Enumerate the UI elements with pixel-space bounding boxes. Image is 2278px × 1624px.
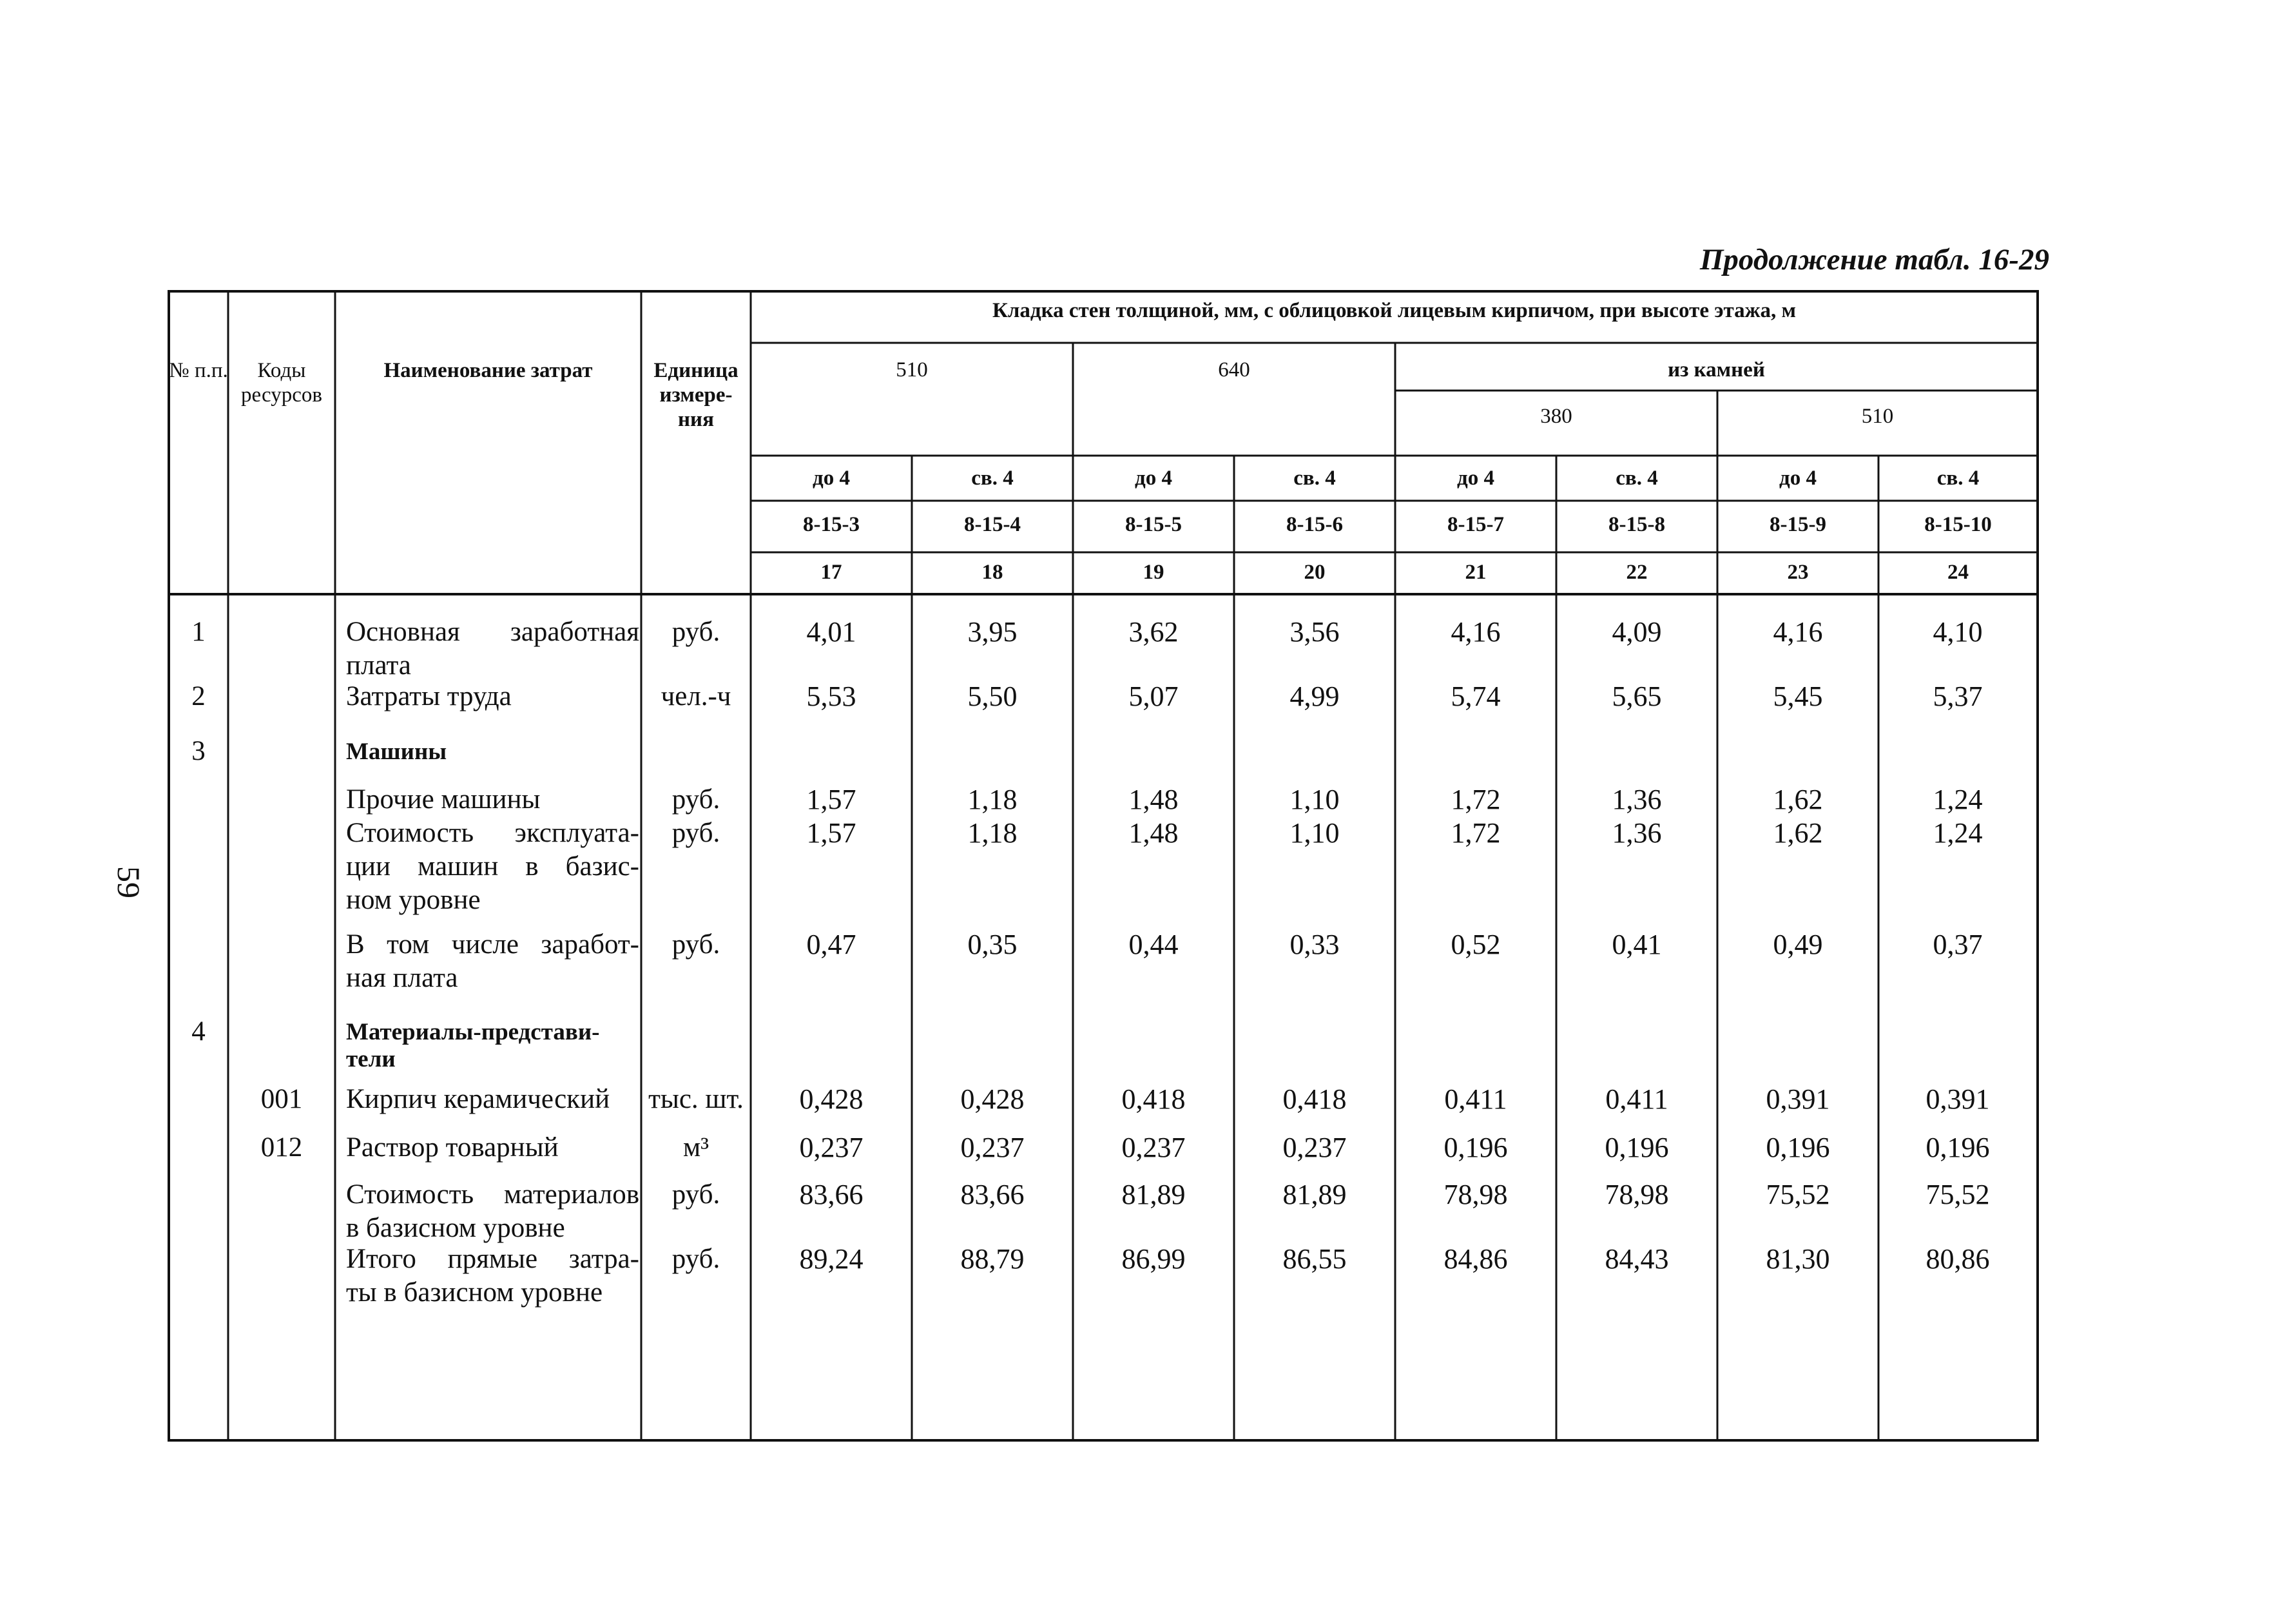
value-cell: 1,62: [1773, 784, 1823, 815]
cost-name-line: Основная заработная: [346, 617, 639, 647]
header-height: до 4: [1457, 467, 1494, 490]
value-cell: 1,72: [1451, 784, 1501, 815]
value-cell: 0,33: [1289, 929, 1340, 960]
value-cell: 4,09: [1612, 616, 1662, 648]
header-group-title: Кладка стен толщиной, мм, с облицовкой лицевым кирпичом, при высоте этажа, м: [992, 299, 1797, 322]
cost-name-line: ции машин в базис-: [346, 851, 639, 882]
value-cell: 5,53: [806, 681, 856, 712]
header-col-number: 18: [981, 561, 1003, 584]
cost-name-line: тели: [346, 1046, 396, 1072]
value-cell: 0,391: [1926, 1083, 1990, 1115]
cost-name-line: в базисном уровне: [346, 1213, 565, 1243]
header-col-number: 20: [1304, 561, 1326, 584]
cost-name: [346, 817, 639, 917]
header-code: 8-15-8: [1608, 513, 1665, 536]
value-cell: 75,52: [1766, 1179, 1830, 1210]
header-height: св. 4: [1293, 467, 1336, 490]
value-cell: 0,37: [1933, 929, 1983, 960]
header-thickness-640: 640: [1218, 358, 1250, 382]
value-cell: 0,411: [1444, 1083, 1507, 1115]
cost-name-line: Раствор товарный: [346, 1132, 559, 1163]
header-col-number: 22: [1626, 561, 1648, 584]
row-number: 1: [191, 617, 206, 647]
value-cell: 4,10: [1933, 616, 1983, 648]
value-cell: 1,72: [1451, 817, 1501, 849]
value-cell: 81,89: [1282, 1179, 1347, 1210]
unit: руб.: [671, 784, 720, 815]
value-cell: 4,01: [806, 616, 856, 648]
unit: руб.: [671, 1179, 720, 1210]
header-col-number: 23: [1787, 561, 1809, 584]
value-cell: 89,24: [799, 1243, 864, 1275]
cost-name-line: Стоимость материалов: [346, 1179, 639, 1210]
cost-name-line: ты в базисном уровне: [346, 1277, 603, 1308]
value-cell: 81,30: [1766, 1243, 1830, 1275]
header-col-number: 24: [1947, 561, 1969, 584]
unit: руб.: [671, 929, 720, 960]
value-cell: 1,48: [1128, 817, 1179, 849]
value-cell: 0,418: [1121, 1083, 1186, 1115]
header-code: 8-15-5: [1125, 513, 1182, 536]
value-cell: 1,18: [967, 784, 1018, 815]
row-number: 3: [191, 736, 206, 766]
cost-name: [346, 1083, 639, 1116]
header-height: до 4: [1779, 467, 1817, 490]
value-cell: 5,50: [967, 681, 1018, 712]
header-stone: из камней: [1668, 358, 1765, 382]
value-cell: 0,196: [1766, 1132, 1830, 1163]
unit: руб.: [671, 818, 720, 848]
value-cell: 88,79: [960, 1243, 1025, 1275]
value-cell: 0,41: [1612, 929, 1662, 960]
cost-name: [346, 1178, 639, 1245]
cost-name-line: плата: [346, 650, 411, 681]
value-cell: 1,57: [806, 817, 856, 849]
value-cell: 3,56: [1289, 616, 1340, 648]
header-code: 8-15-9: [1770, 513, 1826, 536]
header-code: 8-15-3: [803, 513, 860, 536]
value-cell: 0,237: [960, 1132, 1025, 1163]
value-cell: 1,18: [967, 817, 1018, 849]
value-cell: 5,07: [1128, 681, 1179, 712]
value-cell: 5,37: [1933, 681, 1983, 712]
value-cell: 1,10: [1289, 784, 1340, 815]
page-number: 59: [111, 866, 147, 898]
header-height: св. 4: [971, 467, 1014, 490]
table-caption: Продолжение табл. 16-29: [1699, 243, 2049, 276]
value-cell: 1,62: [1773, 817, 1823, 849]
cost-name: [346, 680, 639, 713]
cost-name-line: Затраты труда: [346, 681, 512, 711]
value-cell: 1,36: [1612, 784, 1662, 815]
header-col-number: 21: [1465, 561, 1487, 584]
row-number: 4: [191, 1016, 206, 1047]
header-thickness-510: 510: [896, 358, 928, 382]
value-cell: 1,10: [1289, 817, 1340, 849]
cost-name-line: ная плата: [346, 963, 458, 993]
value-cell: 1,24: [1933, 817, 1983, 849]
value-cell: 84,86: [1443, 1243, 1508, 1275]
value-cell: 1,48: [1128, 784, 1179, 815]
header-code: 8-15-10: [1924, 513, 1992, 536]
cost-name: [346, 1242, 639, 1310]
cost-name-line: Прочие машины: [346, 784, 541, 815]
cost-name-line: Машины: [346, 739, 447, 765]
header-col-name: Наименование затрат: [383, 359, 593, 382]
value-cell: 78,98: [1443, 1179, 1508, 1210]
value-cell: 5,74: [1451, 681, 1501, 712]
unit: руб.: [671, 617, 720, 647]
value-cell: 3,95: [967, 616, 1018, 648]
value-cell: 0,196: [1605, 1132, 1669, 1163]
value-cell: 86,99: [1121, 1243, 1186, 1275]
value-cell: 3,62: [1128, 616, 1179, 648]
header-col-no: № п.п.: [169, 359, 228, 382]
header-col-codes: Коды ресурсов: [241, 359, 322, 407]
value-cell: 0,196: [1443, 1132, 1508, 1163]
row-number: 2: [191, 681, 206, 711]
resource-code: 012: [260, 1132, 303, 1163]
value-cell: 78,98: [1605, 1179, 1669, 1210]
unit: руб.: [671, 1244, 720, 1274]
unit: тыс. шт.: [648, 1084, 744, 1114]
value-cell: 0,44: [1128, 929, 1179, 960]
value-cell: 0,418: [1282, 1083, 1347, 1115]
value-cell: 1,24: [1933, 784, 1983, 815]
header-col-unit: Единица измере- ния: [653, 359, 738, 431]
value-cell: 1,57: [806, 784, 856, 815]
header-code: 8-15-7: [1447, 513, 1504, 536]
value-cell: 84,43: [1605, 1243, 1669, 1275]
cost-name-line: Кирпич керамический: [346, 1084, 610, 1114]
header-col-number: 17: [820, 561, 842, 584]
resource-code: 001: [260, 1084, 303, 1114]
cost-name: [346, 783, 639, 817]
value-cell: 0,52: [1451, 929, 1501, 960]
value-cell: 0,237: [1282, 1132, 1347, 1163]
unit: чел.-ч: [661, 681, 731, 711]
header-height: св. 4: [1616, 467, 1658, 490]
value-cell: 83,66: [799, 1179, 864, 1210]
cost-name: [346, 1019, 639, 1073]
value-cell: 0,237: [799, 1132, 864, 1163]
value-cell: 4,16: [1773, 616, 1823, 648]
value-cell: 80,86: [1926, 1243, 1990, 1275]
value-cell: 0,47: [806, 929, 856, 960]
value-cell: 86,55: [1282, 1243, 1347, 1275]
value-cell: 0,196: [1926, 1132, 1990, 1163]
header-height: до 4: [1135, 467, 1172, 490]
value-cell: 0,35: [967, 929, 1018, 960]
value-cell: 5,45: [1773, 681, 1823, 712]
cost-name-line: Стоимость эксплуата-: [346, 818, 639, 848]
value-cell: 4,99: [1289, 681, 1340, 712]
cost-name-line: ном уровне: [346, 885, 481, 915]
unit: м³: [682, 1132, 709, 1163]
cost-name: [346, 615, 639, 682]
value-cell: 0,428: [799, 1083, 864, 1115]
value-cell: 4,16: [1451, 616, 1501, 648]
cost-name: [346, 1131, 639, 1165]
header-col-number: 19: [1143, 561, 1164, 584]
cost-name: [346, 739, 639, 766]
header-code: 8-15-6: [1286, 513, 1343, 536]
value-cell: 0,428: [960, 1083, 1025, 1115]
value-cell: 0,237: [1121, 1132, 1186, 1163]
value-cell: 0,411: [1605, 1083, 1668, 1115]
value-cell: 83,66: [960, 1179, 1025, 1210]
cost-name-line: Итого прямые затра-: [346, 1244, 639, 1274]
value-cell: 81,89: [1121, 1179, 1186, 1210]
value-cell: 75,52: [1926, 1179, 1990, 1210]
header-stone-380: 380: [1540, 405, 1572, 428]
value-cell: 0,49: [1773, 929, 1823, 960]
header-code: 8-15-4: [964, 513, 1021, 536]
value-cell: 5,65: [1612, 681, 1662, 712]
value-cell: 1,36: [1612, 817, 1662, 849]
cost-name-line: В том числе заработ-: [346, 929, 639, 960]
header-height: св. 4: [1936, 467, 1980, 490]
header-height: до 4: [813, 467, 850, 490]
header-stone-510: 510: [1861, 405, 1894, 428]
cost-name-line: Материалы-представи-: [346, 1019, 600, 1045]
value-cell: 0,391: [1766, 1083, 1830, 1115]
cost-name: [346, 928, 639, 995]
